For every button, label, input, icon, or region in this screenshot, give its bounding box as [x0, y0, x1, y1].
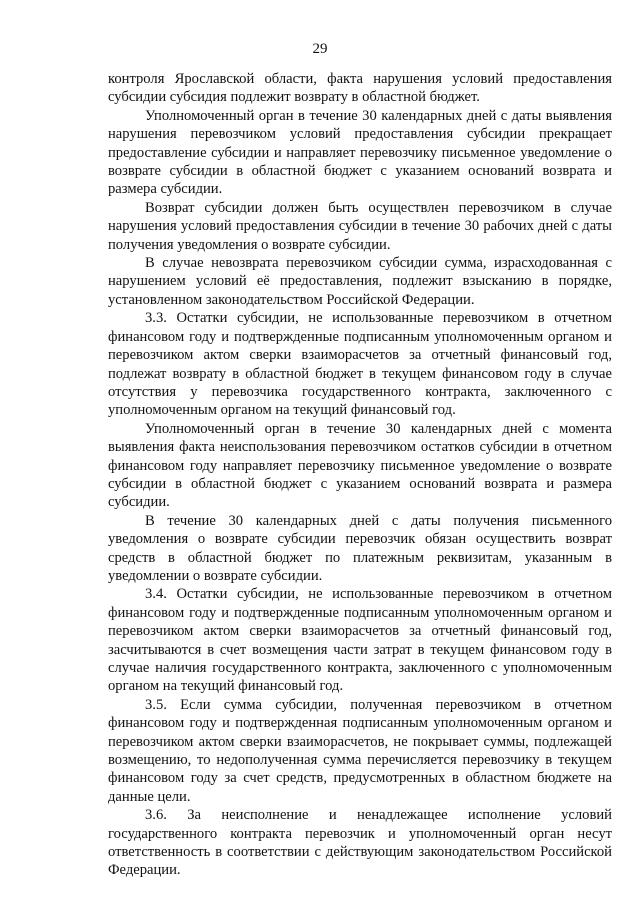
paragraph-unused-balance-notice: Уполномоченный орган в течение 30 календарных дней с момента выявления факта неиспользования перевозчиком остатков субсидии в отчетном финансовом году направляет перевозчику письменное уведомление о возврате субсидии в областной бюджет с указанием оснований возврата и размера субсидии. — [108, 420, 612, 511]
document-body — [108, 70, 612, 880]
paragraph-notice-of-return: Уполномоченный орган в течение 30 календарных дней с даты выявления нарушения перевозчиком условий предоставления субсидии прекращает предоставление субсидии и направляет перевозчику письменное уведомление о возврате субсидии в областной бюджет с указанием оснований возврата и размера субсидии. — [108, 107, 612, 198]
paragraph-return-within-30-days: В течение 30 календарных дней с даты получения письменного уведомления о возврате субсидии перевозчик обязан осуществить возврат средств в областной бюджет по платежным реквизитам, указанным в уведомлении о возврате субсидии. — [108, 512, 612, 584]
paragraph-non-return-recovery: В случае невозврата перевозчиком субсидии сумма, израсходованная с нарушением условий её предоставления, подлежит взысканию в порядке, установленном законодательством Российской Федерации. — [108, 255, 612, 308]
paragraph-continuation: контроля Ярославской области, факта нарушения условий предоставления субсидии субсидия подлежит возврату в областной бюджет. — [108, 71, 612, 106]
page-number: 29 — [312, 41, 328, 57]
paragraph-clause-3-5: 3.5. Если сумма субсидии, полученная перевозчиком в отчетном финансовом году и подтвержденная подписанным уполномоченным органом и перевозчиком актом сверки взаиморасчетов, не покрывает суммы, подлежащей возмещению, то недополученная сумма перечисляется перевозчику в текущем финансовом году за счет средств, предусмотренных в областном бюджете на данные цели. — [108, 696, 612, 805]
paragraph-clause-3-6: 3.6. За неисполнение и ненадлежащее исполнение условий государственного контракта перевозчик и уполномоченный орган несут ответственность в соответствии с действующим законодательством Российской Федерации. — [108, 807, 612, 879]
paragraph-clause-3-3: 3.3. Остатки субсидии, не использованные перевозчиком в отчетном финансовом году и подтвержденные подписанным уполномоченным органом и перевозчиком актом сверки взаиморасчетов за отчетный финансовый год, подлежат возврату в областной бюджет в текущем финансовом году в случае отсутствия у перевозчика государственного контракта, заключенного с уполномоченным органом на текущий финансовый год. — [108, 310, 612, 419]
paragraph-return-deadline: Возврат субсидии должен быть осуществлен перевозчиком в случае нарушения условий предоставления субсидии в течение 30 рабочих дней с даты получения уведомления о возврате субсидии. — [108, 199, 612, 253]
paragraph-clause-3-4: 3.4. Остатки субсидии, не использованные перевозчиком в отчетном финансовом году и подтвержденные подписанным уполномоченным органом и перевозчиком актом сверки взаиморасчетов за отчетный финансовый год, засчитываются в счет возмещения части затрат в текущем финансовом году в случае наличия государственного контракта, заключенного с уполномоченным органом на текущий финансовый год. — [108, 586, 612, 695]
